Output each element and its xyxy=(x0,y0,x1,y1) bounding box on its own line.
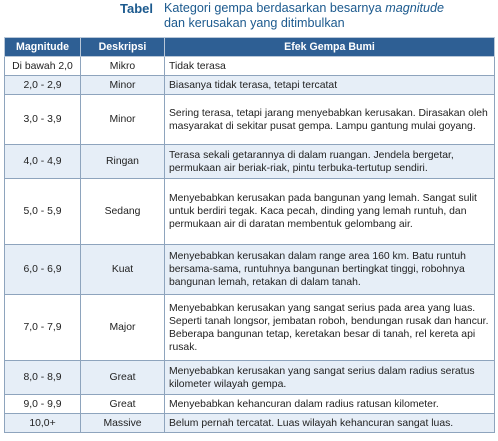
table-row xyxy=(5,95,495,145)
caption-text xyxy=(164,1,494,31)
cell-magnitude: 7,0 - 7,9 xyxy=(5,295,81,361)
cell-magnitude: Di bawah 2,0 xyxy=(5,57,81,76)
table-row xyxy=(5,145,495,179)
cell-description: Kuat xyxy=(81,245,165,295)
cell-effect: Tidak terasa xyxy=(165,57,495,76)
caption-text-part2: dan kerusakan yang ditimbulkan xyxy=(164,16,345,30)
cell-description: Great xyxy=(81,395,165,414)
table-row xyxy=(5,179,495,245)
cell-magnitude: 2,0 - 2,9 xyxy=(5,76,81,95)
table-row xyxy=(5,245,495,295)
cell-description: Mikro xyxy=(81,57,165,76)
table-caption xyxy=(0,0,498,38)
cell-effect: Sering terasa, tetapi jarang menyebabkan kerusakan. Dirasakan oleh masyarakat di sekitar pusat gempa. Lampu gantung mulai goyang. xyxy=(165,95,495,145)
caption-text-part1: Kategori gempa berdasarkan besarnya xyxy=(164,1,386,15)
earthquake-category-table xyxy=(4,37,495,433)
cell-effect: Terasa sekali getarannya di dalam ruangan. Jendela bergetar, permukaan air beriak-riak, pintu terbuka-tertutup sendiri. xyxy=(165,145,495,179)
cell-effect: Menyebabkan kerusakan dalam range area 160 km. Batu runtuh bersama-sama, runtuhnya bangunan bertingkat tinggi, robohnya bangunan lemah, retakan di dalam tanah. xyxy=(165,245,495,295)
cell-magnitude: 9,0 - 9,9 xyxy=(5,395,81,414)
cell-description: Minor xyxy=(81,95,165,145)
cell-magnitude: 8,0 - 8,9 xyxy=(5,361,81,395)
table-row xyxy=(5,395,495,414)
cell-effect: Menyebabkan kerusakan yang sangat serius dalam radius seratus kilometer wilayah gempa. xyxy=(165,361,495,395)
cell-magnitude: 4,0 - 4,9 xyxy=(5,145,81,179)
cell-description: Great xyxy=(81,361,165,395)
cell-description: Major xyxy=(81,295,165,361)
cell-magnitude: 6,0 - 6,9 xyxy=(5,245,81,295)
cell-description: Ringan xyxy=(81,145,165,179)
table-row xyxy=(5,57,495,76)
cell-effect: Menyebabkan kerusakan yang sangat serius pada area yang luas. Seperti tanah longsor, jembatan roboh, bendungan rusak dan hancur. Beberapa bangunan tetap, keretakan besar di tanah, rel kereta api rusak. xyxy=(165,295,495,361)
cell-effect: Biasanya tidak terasa, tetapi tercatat xyxy=(165,76,495,95)
cell-description: Minor xyxy=(81,76,165,95)
caption-text-italic: magnitude xyxy=(385,1,445,15)
table-row xyxy=(5,414,495,433)
caption-label: Tabel xyxy=(120,1,153,16)
table-row xyxy=(5,76,495,95)
cell-magnitude: 3,0 - 3,9 xyxy=(5,95,81,145)
cell-description: Massive xyxy=(81,414,165,433)
cell-effect: Belum pernah tercatat. Luas wilayah kehancuran sangat luas. xyxy=(165,414,495,433)
table-row xyxy=(5,361,495,395)
cell-effect: Menyebabkan kerusakan pada bangunan yang lemah. Sangat sulit untuk berdiri tegak. Kaca pecah, dinding yang lemah runtuh, dan permukaan air di daratan membentuk gelombang air. xyxy=(165,179,495,245)
column-header-magnitude: Magnitude xyxy=(5,38,81,57)
cell-magnitude: 10,0+ xyxy=(5,414,81,433)
table-row xyxy=(5,295,495,361)
column-header-description: Deskripsi xyxy=(81,38,165,57)
table-header-row xyxy=(5,38,495,57)
cell-description: Sedang xyxy=(81,179,165,245)
column-header-effect: Efek Gempa Bumi xyxy=(165,38,495,57)
cell-effect: Menyebabkan kehancuran dalam radius ratusan kilometer. xyxy=(165,395,495,414)
cell-magnitude: 5,0 - 5,9 xyxy=(5,179,81,245)
